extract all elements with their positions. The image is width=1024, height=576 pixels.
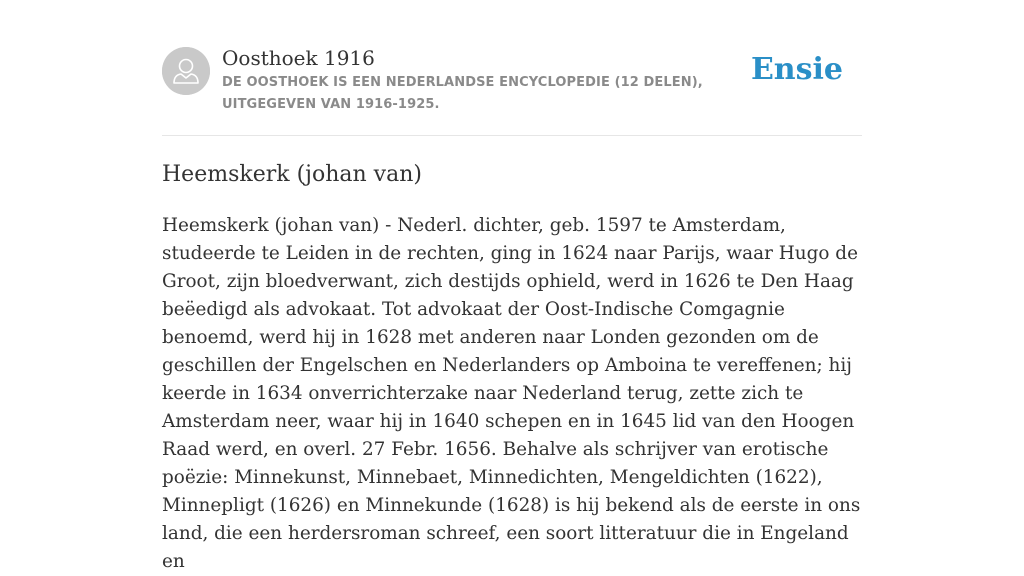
source-description: DE OOSTHOEK IS EEN NEDERLANDSE ENCYCLOPEDIE (12 DELEN), UITGEGEVEN VAN 1916-1925. <box>222 75 703 112</box>
user-avatar-icon <box>162 47 210 95</box>
article-body: Heemskerk (johan van) - Nederl. dichter, geb. 1597 te Amsterdam, studeerde te Leiden in de rechten, ging in 1624 naar Parijs, waar Hugo de Groot, zijn bloedverwant, zich destijds ophield, werd in 1626 te Den Haag beëedigd als advokaat. Tot advokaat der Oost-Indische Comgagnie benoemd, werd hij in 1628 met anderen naar Londen gezonden om de geschillen der Engelschen en Nederlanders op Amboina te vereffenen; hij keerde in 1634 onverrichterzake naar Nederland terug, zette zich te Amsterdam neer, waar hij in 1640 schepen en in 1645 lid van den Hoogen Raad werd, en overl. 27 Febr. 1656. Behalve als schrijver van erotische poëzie: Minnekunst, Minnebaet, Minnedichten, Mengeldichten (1622), Minnepligt (1626) en Minnekunde (1628) is hij bekend als de eerste in ons land, die een herdersroman schreef, een soort litteratuur die in Engeland en <box>162 215 861 572</box>
source-header <box>162 44 862 116</box>
source-info <box>222 44 762 116</box>
article-title: Heemskerk (johan van) <box>162 162 422 187</box>
header-divider <box>162 135 862 136</box>
brand-logo[interactable]: Ensie <box>750 52 843 87</box>
source-title[interactable]: Oosthoek 1916 <box>222 46 375 70</box>
